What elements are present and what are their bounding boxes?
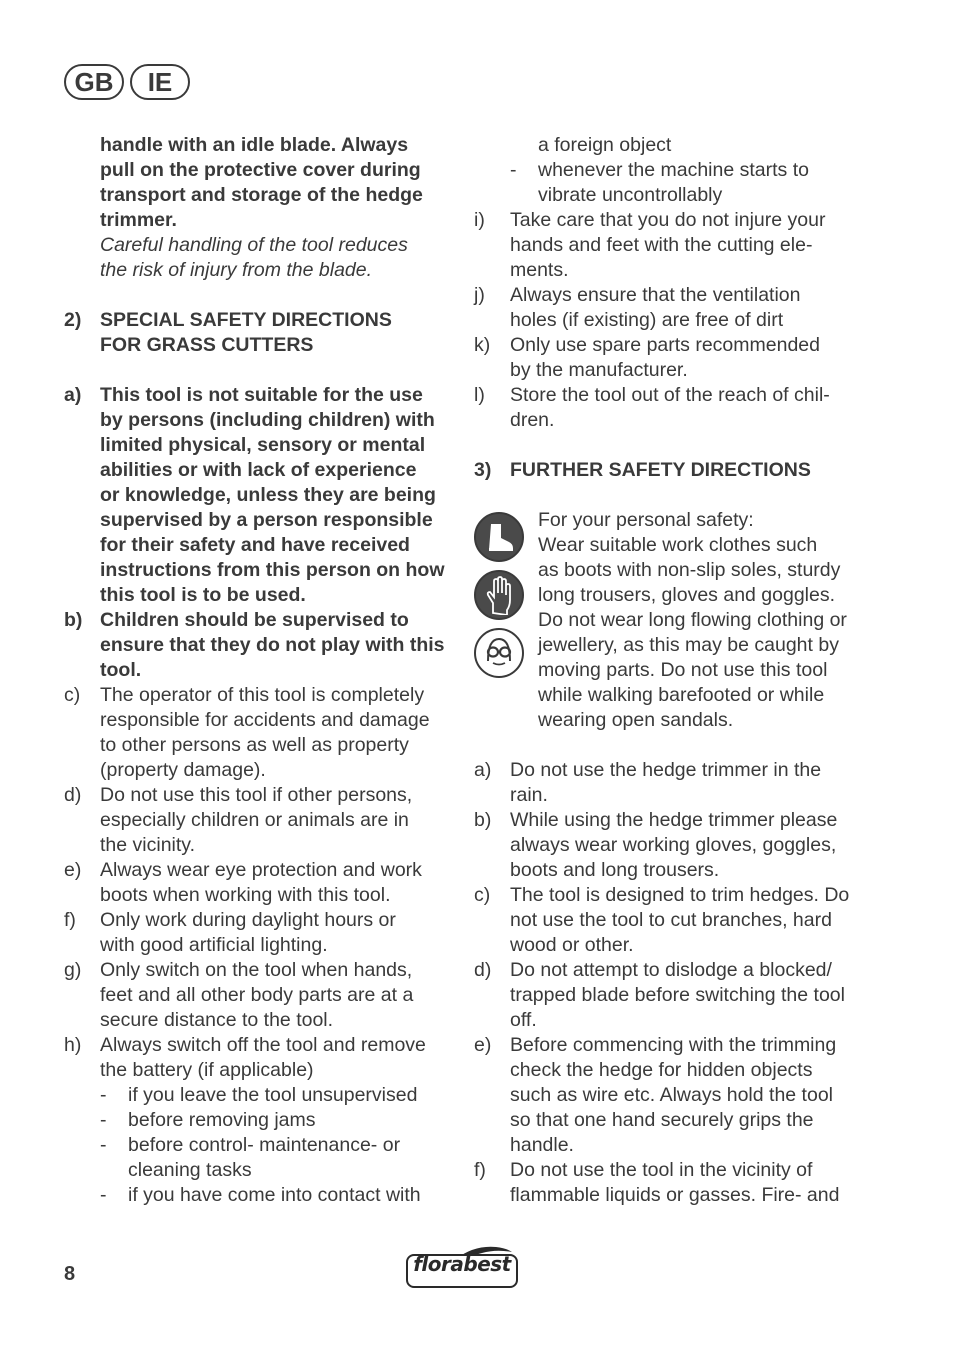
text-line: ments.: [510, 259, 569, 281]
item-label: f): [474, 1159, 486, 1181]
text-line: by persons (including children) with: [100, 409, 435, 431]
text-line: for their safety and have received: [100, 534, 410, 556]
text-line: For your personal safety:: [538, 509, 754, 531]
boot-icon: [474, 512, 524, 562]
h-subitem-list: [64, 1083, 452, 1208]
sub-list-item: - before removing jams: [64, 1108, 452, 1133]
text-line: check the hedge for hidden objects: [510, 1059, 813, 1081]
right-item-list-top: [474, 208, 862, 433]
text-line: trimmer.: [100, 209, 177, 231]
text-line: the battery (if applicable): [100, 1059, 314, 1081]
text-line: handle.: [510, 1134, 574, 1156]
text-line: FOR GRASS CUTTERS: [100, 334, 314, 356]
text-line: so that one hand securely grips the: [510, 1109, 814, 1131]
text-line: Only work during daylight hours or: [100, 909, 396, 931]
lang-badge-ie: IE: [130, 64, 190, 100]
text-line: not use the tool to cut branches, hard: [510, 909, 832, 931]
list-item: [474, 883, 862, 958]
text-line: by the manufacturer.: [510, 359, 688, 381]
item-label: a): [474, 759, 492, 781]
item-label: j): [474, 284, 485, 306]
intro-warning: [64, 133, 452, 233]
text-line: responsible for accidents and damage: [100, 709, 430, 731]
text-line: Only use spare parts recommended: [510, 334, 820, 356]
sub-list-item: - if you have come into contact with: [64, 1183, 452, 1208]
list-item: [474, 958, 862, 1033]
item-label: i): [474, 209, 485, 231]
right-item-list-bottom: [474, 758, 862, 1208]
text-line: off.: [510, 1009, 537, 1031]
text-line: Do not wear long flowing clothing or: [538, 609, 847, 631]
item-label: h): [64, 1034, 82, 1056]
list-item: [64, 383, 452, 608]
list-item: [64, 783, 452, 858]
text-line: jewellery, as this may be caught by: [538, 634, 839, 656]
logo-text: florabest: [413, 1252, 511, 1276]
intro-note: [64, 233, 452, 283]
text-line: Wear suitable work clothes such: [538, 534, 818, 556]
text-line: ensure that they do not play with this: [100, 634, 445, 656]
text-line: cleaning tasks: [128, 1159, 252, 1181]
left-item-list: [64, 383, 452, 1083]
text-line: if you leave the tool unsupervised: [128, 1084, 418, 1106]
text-line: this tool is to be used.: [100, 584, 306, 606]
text-line: trapped blade before switching the tool: [510, 984, 845, 1006]
list-item: [64, 1033, 452, 1083]
item-label: a): [64, 384, 82, 406]
text-line: to other persons as well as property: [100, 734, 409, 756]
text-line: Store the tool out of the reach of chil-: [510, 384, 830, 406]
text-line: flammable liquids or gasses. Fire- and: [510, 1184, 840, 1206]
text-line: vibrate uncontrollably: [538, 184, 723, 206]
text-line: moving parts. Do not use this tool: [538, 659, 828, 681]
item-label: g): [64, 959, 82, 981]
section-number: 2): [64, 309, 82, 331]
text-line: Careful handling of the tool reduces: [100, 234, 408, 256]
florabest-logo: [406, 1246, 518, 1288]
text-line: the vicinity.: [100, 834, 196, 856]
personal-safety-block: [474, 508, 862, 733]
text-line: secure distance to the tool.: [100, 1009, 334, 1031]
goggles-icon: [474, 628, 524, 678]
text-line: long trousers, gloves and goggles.: [538, 584, 836, 606]
text-line: FURTHER SAFETY DIRECTIONS: [510, 459, 811, 481]
text-line: Before commencing with the trimming: [510, 1034, 837, 1056]
page-number: 8: [64, 1263, 76, 1285]
text-line: Do not use this tool if other persons,: [100, 784, 413, 806]
sub-list-item: - if you leave the tool unsupervised: [64, 1083, 452, 1108]
sub-list-item: - before control- maintenance- or cleaning tasks: [64, 1133, 452, 1183]
item-label: e): [64, 859, 82, 881]
text-line: limited physical, sensory or mental: [100, 434, 426, 456]
left-column: [64, 133, 452, 1208]
text-line: This tool is not suitable for the use: [100, 384, 423, 406]
h-subitem-vibrate: - whenever the machine starts to vibrate uncontrollably: [474, 158, 862, 208]
text-line: as boots with non-slip soles, sturdy: [538, 559, 841, 581]
text-line: Do not use the hedge trimmer in the: [510, 759, 822, 781]
text-line: supervised by a person responsible: [100, 509, 433, 531]
text-line: dren.: [510, 409, 555, 431]
text-line: pull on the protective cover during: [100, 159, 421, 181]
text-line: handle with an idle blade. Always: [100, 134, 409, 156]
text-line: with good artificial lighting.: [100, 934, 328, 956]
text-line: hands and feet with the cutting ele-: [510, 234, 813, 256]
list-item: [474, 383, 862, 433]
text-line: wood or other.: [510, 934, 634, 956]
text-line: wearing open sandals.: [538, 709, 734, 731]
text-line: instructions from this person on how: [100, 559, 445, 581]
list-item: [474, 333, 862, 383]
list-item: [474, 283, 862, 333]
text-line: Children should be supervised to: [100, 609, 409, 631]
item-label: k): [474, 334, 491, 356]
right-column: [474, 133, 862, 1208]
text-line: especially children or animals are in: [100, 809, 409, 831]
text-line: before control- maintenance- or: [128, 1134, 401, 1156]
list-item: [474, 808, 862, 883]
section-3-heading: [474, 458, 862, 483]
lang-badge-gb: GB: [64, 64, 124, 100]
safety-icons: [474, 512, 526, 686]
item-label: c): [64, 684, 81, 706]
personal-safety-text: [538, 508, 862, 733]
text-line: or knowledge, unless they are being: [100, 484, 436, 506]
list-item: [474, 1158, 862, 1208]
list-item: [64, 908, 452, 958]
text-line: before removing jams: [128, 1109, 316, 1131]
text-line: such as wire etc. Always hold the tool: [510, 1084, 833, 1106]
text-line: Always switch off the tool and remove: [100, 1034, 426, 1056]
text-line: boots when working with this tool.: [100, 884, 391, 906]
text-line: The tool is designed to trim hedges. Do: [510, 884, 850, 906]
text-line: holes (if existing) are free of dirt: [510, 309, 784, 331]
list-item: [474, 1033, 862, 1158]
item-label: b): [474, 809, 492, 831]
text-line: Do not attempt to dislodge a blocked/: [510, 959, 832, 981]
text-line: if you have come into contact with: [128, 1184, 421, 1206]
text-line: a foreign object: [538, 134, 672, 156]
item-label: e): [474, 1034, 492, 1056]
list-item: [64, 683, 452, 783]
text-line: rain.: [510, 784, 548, 806]
item-label: c): [474, 884, 491, 906]
list-item: [474, 758, 862, 808]
text-line: abilities or with lack of experience: [100, 459, 417, 481]
text-line: while walking barefooted or while: [538, 684, 825, 706]
text-line: The operator of this tool is completely: [100, 684, 425, 706]
text-line: Do not use the tool in the vicinity of: [510, 1159, 813, 1181]
text-line: Always wear eye protection and work: [100, 859, 422, 881]
text-line: boots and long trousers.: [510, 859, 720, 881]
text-line: While using the hedge trimmer please: [510, 809, 838, 831]
h-subitem-continuation: [474, 133, 862, 158]
list-item: [474, 208, 862, 283]
item-label: f): [64, 909, 76, 931]
text-line: the risk of injury from the blade.: [100, 259, 373, 281]
text-line: (property damage).: [100, 759, 266, 781]
text-line: SPECIAL SAFETY DIRECTIONS: [100, 309, 392, 331]
list-item: [64, 958, 452, 1033]
list-item: [64, 608, 452, 683]
item-label: d): [64, 784, 82, 806]
text-line: transport and storage of the hedge: [100, 184, 423, 206]
text-line: always wear working gloves, goggles,: [510, 834, 837, 856]
section-number: 3): [474, 459, 492, 481]
text-line: feet and all other body parts are at a: [100, 984, 414, 1006]
text-line: tool.: [100, 659, 142, 681]
glove-icon: [474, 570, 524, 620]
text-line: Only switch on the tool when hands,: [100, 959, 413, 981]
item-label: d): [474, 959, 492, 981]
text-line: Take care that you do not injure your: [510, 209, 826, 231]
text-line: Always ensure that the ventilation: [510, 284, 801, 306]
text-line: whenever the machine starts to: [538, 159, 809, 181]
item-label: b): [64, 609, 83, 631]
item-label: l): [474, 384, 485, 406]
section-2-heading: [64, 308, 452, 358]
list-item: [64, 858, 452, 908]
